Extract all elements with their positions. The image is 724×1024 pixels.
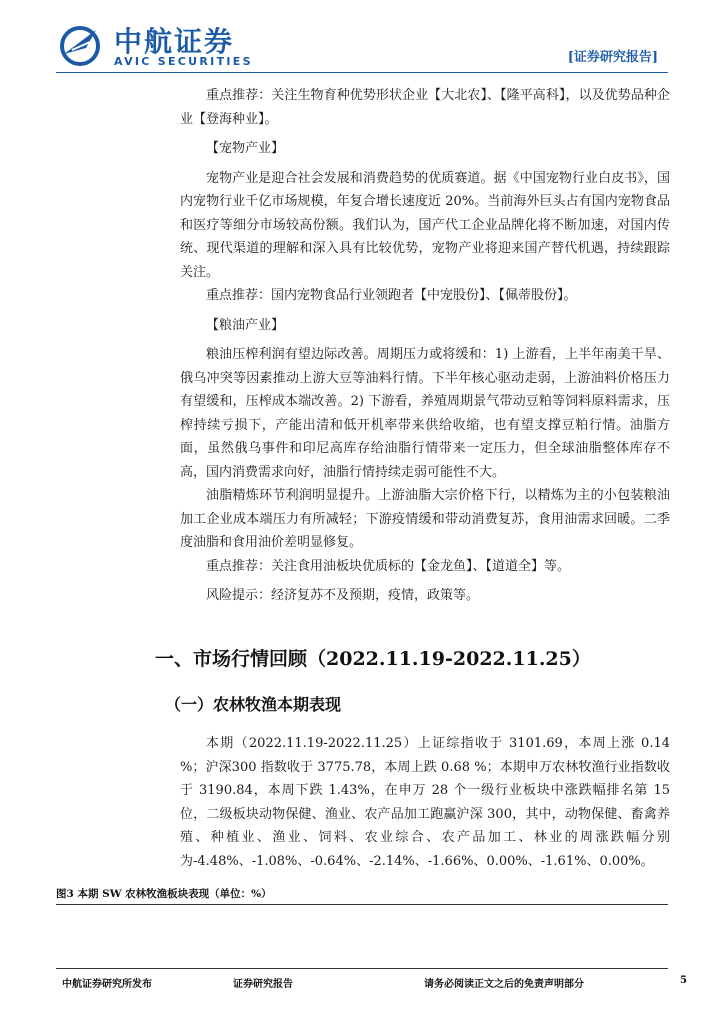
plane-logo-icon xyxy=(56,20,106,70)
footer-divider xyxy=(56,968,668,969)
footer-publisher: 中航证券研究所发布 xyxy=(62,979,152,990)
page-number: 5 xyxy=(680,975,687,986)
pet-recommendation: 重点推荐：国内宠物食品行业领跑者【中宠股份】、【佩蒂股份】。 xyxy=(206,288,577,303)
logo-chinese-name: 中航证券 xyxy=(114,25,235,58)
grain-oil-heading: 【粮油产业】 xyxy=(206,317,285,333)
pet-paragraph: 宠物产业是迎合社会发展和消费趋势的优质赛道。据《中国宠物行业白皮书》，国内宠物行业千亿市场规模，年复合增长速度近 20%。当前海外巨头占有国内宠物食品和医疗等细分市场较高份额。我们认为，国产代工企业品牌化将不断加速，对国内传统、现代渠道的理解和深入具有比较优势，宠物产业将迎来国产替代机遇，持续跟踪关注。 xyxy=(180,170,670,280)
page-header xyxy=(0,0,724,80)
grain-oil-paragraph-2: 油脂精炼环节利润明显提升。上游油脂大宗价格下行，以精炼为主的小包装粮油加工企业成本端压力有所减轻；下游疫情缓和带动消费复苏，食用油需求回暖。二季度油脂和食用油价差明显修复。 xyxy=(180,488,670,550)
report-type-tag: [证券研究报告] xyxy=(567,50,658,65)
footer-disclaimer: 请务必阅读正文之后的免责声明部分 xyxy=(424,979,584,990)
header-divider xyxy=(56,72,668,73)
grain-oil-paragraph-1: 粮油压榨利润有望边际改善。周期压力或将缓和：1) 上游看，上半年南美干旱、俄乌冲突等因素推动上游大豆等油料行情。下半年核心驱动走弱，上游油料价格压力有望缓和，压榨成本端改善。2) 下游看，养殖周期景气带动豆粕等饲料原料需求，压榨持续亏损下，产能出清和低开机率带来供给收缩，也有望支撑豆粕行情。油脂方面，虽然俄乌事件和印尼高库存给油脂行情带来一定压力，但全球油脂整体库存不高，国内消费需求向好，油脂行情持续走弱可能性不大。 xyxy=(180,347,670,480)
logo-english-name: AVIC SECURITIES xyxy=(114,55,253,68)
recommendation-section xyxy=(180,84,670,608)
pet-heading: 【宠物产业】 xyxy=(206,141,285,156)
market-review-paragraph: 本期（2022.11.19-2022.11.25）上证综指收于 3101.69，本周上涨 0.14 %；沪深300 指数收于 3775.78，本周上跌 0.68 %；本期申万农林牧渔行业指数收于 3190.84，本周下跌 1.43%，在申万 28 个一级行业板块中涨跌幅排名第 15 位，二级板块动物保健、渔业、农产品加工跑赢沪深 300，其中，动物保健、畜禽养殖、种植业、渔业、饲料、农业综合、农产品加工、林业的周涨跌幅分别为-4.48%、-1.08%、-0.64%、-2.14%、-1.66%、0.00%、-1.61%、0.00%。 xyxy=(180,736,670,869)
figure-divider xyxy=(56,904,668,905)
breeding-recommendation: 重点推荐：关注生物育种优势形状企业【大北农】、【隆平高科】，以及优势品种企业【登海种业】。 xyxy=(180,88,670,127)
section-heading-market-review: 一、市场行情回顾（2022.11.19-2022.11.25） xyxy=(155,648,591,670)
figure-caption: 图3 本期 SW 农林牧渔板块表现（单位：%） xyxy=(56,888,272,900)
subsection-heading-performance: （一）农林牧渔本期表现 xyxy=(165,695,342,714)
risk-warning: 风险提示：经济复苏不及预期，疫情，政策等。 xyxy=(206,588,480,603)
market-review-body xyxy=(180,732,670,873)
avic-logo xyxy=(56,20,256,70)
footer-report-type: 证券研究报告 xyxy=(233,979,293,990)
grain-oil-recommendation: 重点推荐：关注食用油板块优质标的【金龙鱼】、【道道全】等。 xyxy=(206,558,571,574)
